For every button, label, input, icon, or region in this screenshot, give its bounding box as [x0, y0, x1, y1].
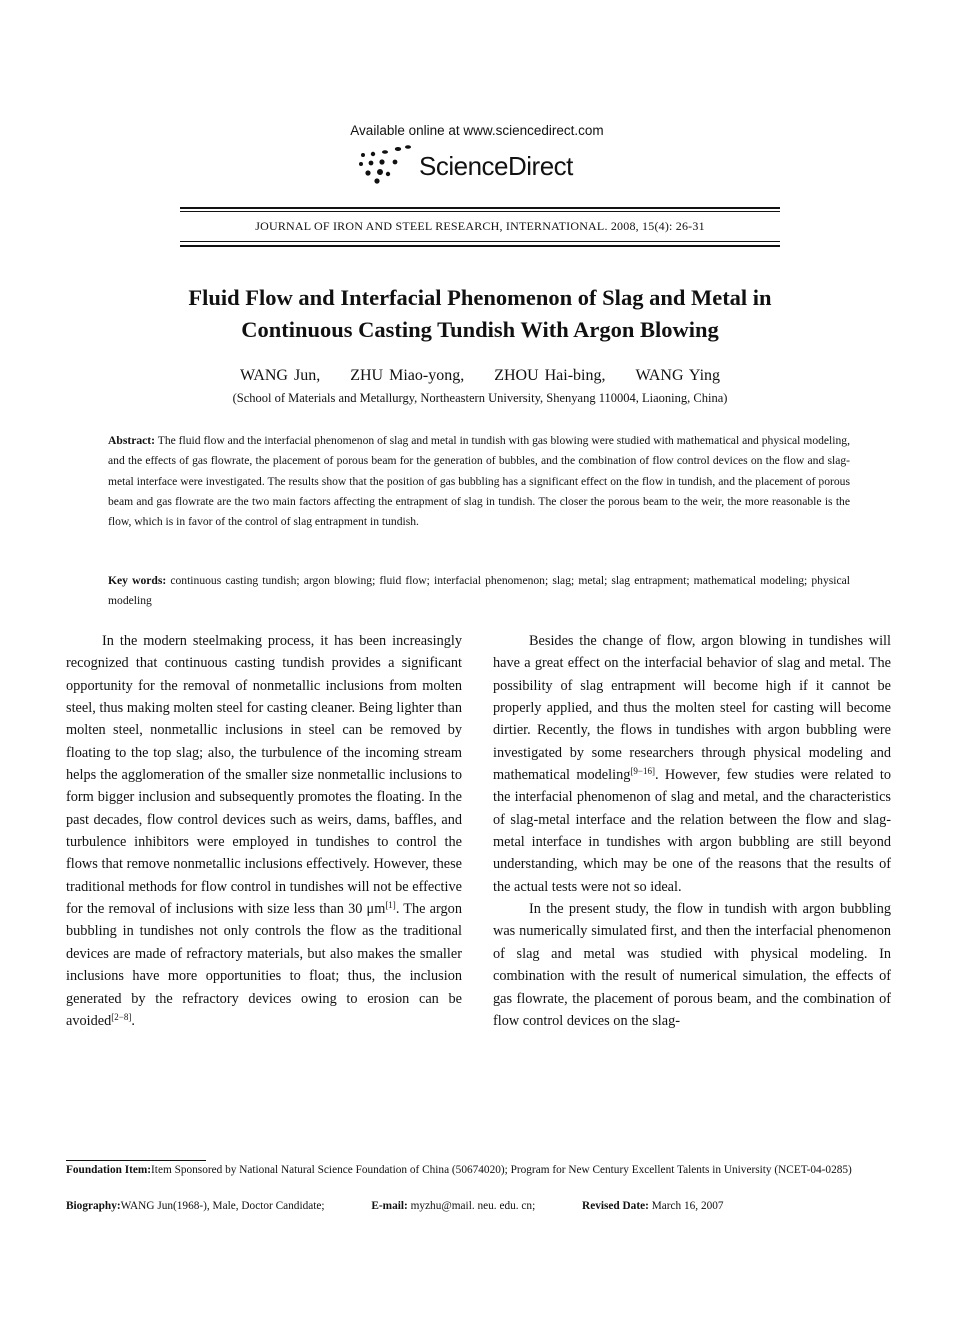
sciencedirect-dots-icon: [355, 143, 417, 187]
biography-text: WANG Jun(1968-), Male, Doctor Candidate;: [120, 1200, 325, 1212]
author: ZHOU Hai-bing,: [494, 367, 606, 384]
paragraph-text: . The argon bubbling in tundishes not only controls the flow as the traditional devices are made of refractory materials, but also makes the smaller inclusions have more opportunities to float; thus, the inclusion generated by the refractory devices owing to erosion can be avoided: [66, 901, 462, 1029]
citation-ref: [2−8]: [111, 1011, 132, 1022]
journal-rule-bottom-thin: [180, 241, 780, 242]
paragraph-text: . However, few studies were related to the interfacial phenomenon of slag and metal, and the characteristics of slag-metal interface and the relation between the flow and slag-metal interface in tundishes with argon bubbling are still beyond understanding, which may be one of the reasons that the results of the actual tests were not so ideal.: [493, 767, 891, 895]
keywords-text: continuous casting tundish; argon blowing; fluid flow; interfacial phenomenon; slag; metal; slag entrapment; mathematical modeling; physical modeling: [108, 574, 851, 607]
paragraph: [66, 630, 462, 1032]
available-online-line: Available online at www.sciencedirect.com: [350, 123, 604, 138]
abstract: [108, 431, 850, 532]
foundation-text: Item Sponsored by National Natural Science Foundation of China (50674020); Program for New Century Excellent Talents in University (NCET-04-0285): [151, 1164, 852, 1176]
paragraph-text: In the modern steelmaking process, it has been increasingly recognized that continuous casting tundish provides a significant opportunity for the removal of nonmetallic inclusions from molten steel, thus making molten steel for casting cleaner. Being lighter than molten steel, nonmetallic inclusions in steel can be removed by floating to the top slag; also, the turbulence of the incoming stream helps the agglomeration of the smaller size nonmetallic inclusions to form bigger inclusion and subsequently promotes the floating. In the past decades, flow control devices such as weirs, dams, baffles, and turbulence inhibitors were employed in tundishes to control the flows that remove nonmetallic inclusions effectively. However, these traditional methods for flow control in tundishes will not be effective for the removal of inclusions with size less than 30 μm: [66, 633, 462, 918]
body-column-left: [66, 630, 462, 1032]
sciencedirect-brand: ScienceDirect: [419, 151, 573, 181]
author: WANG Ying: [635, 367, 721, 384]
journal-rule-top: [180, 207, 780, 209]
email-text: myzhu@mail. neu. edu. cn;: [410, 1200, 536, 1212]
foundation-label: Foundation Item:: [66, 1164, 152, 1176]
author: WANG Jun,: [239, 367, 321, 384]
biography-footnote: [66, 1198, 896, 1214]
paragraph-text: Besides the change of flow, argon blowing in tundishes will have a great effect on the interfacial behavior of slag and metal. The possibility of slag entrapment will become high if it cannot be properly applied, and thus the molten steel for casting will become dirtier. Recently, the flows in tundishes with argon bubbling were investigated by some researchers through physical modeling and mathematical modeling: [493, 633, 891, 784]
citation-ref: [1]: [385, 900, 396, 911]
revised-date-text: March 16, 2007: [651, 1200, 724, 1212]
title-line-2: Continuous Casting Tundish With Argon Blowing: [241, 317, 719, 342]
keywords: [108, 571, 850, 610]
author-list: [0, 367, 960, 385]
keywords-label: Key words:: [108, 574, 167, 587]
title-line-1: Fluid Flow and Interfacial Phenomenon of Slag and Metal in: [188, 285, 772, 310]
abstract-label: Abstract:: [108, 434, 156, 447]
paragraph: In the present study, the flow in tundish with argon bubbling was numerically simulated first, and then the interfacial phenomenon of slag and metal was studied with physical modeling. In combination with the result of numerical simulation, the effects of gas flowrate, the placement of porous beam, and the combination of flow control devices on the slag-: [493, 901, 891, 1029]
body-column-right: [493, 630, 891, 1032]
author: ZHU Miao-yong,: [350, 367, 465, 384]
affiliation: (School of Materials and Metallurgy, Northeastern University, Shenyang 110004, Liaoning, China): [232, 391, 728, 405]
biography-label: Biography:: [66, 1200, 121, 1212]
article-title: [60, 282, 900, 346]
citation-ref: [9−16]: [630, 766, 655, 777]
foundation-footnote: [66, 1162, 896, 1178]
paragraph-text: .: [131, 1012, 135, 1029]
email-label: E-mail:: [371, 1200, 408, 1212]
paragraph: [493, 630, 891, 898]
journal-rule-top-thin: [180, 211, 780, 212]
journal-rule-bottom: [180, 245, 780, 247]
abstract-text: The fluid flow and the interfacial phenomenon of slag and metal in tundish with gas blowing were studied with mathematical and physical modeling, and the effects of gas flowrate, the placement of porous beam for the generation of bubbles, and the combination of flow control devices on the flow and slag-metal interface were investigated. The results show that the position of gas bubbling has a significant effect on the flow in tundish, and the placement of porous beam and gas flowrate are the two main factors affecting the entrapment of slag in tundish. The closer the porous beam to the weir, the more reasonable is the flow, which is in favor of the control of slag entrapment in tundish.: [108, 434, 850, 529]
sciencedirect-logo: [355, 143, 605, 187]
revised-date-label: Revised Date:: [582, 1200, 649, 1212]
journal-citation: JOURNAL OF IRON AND STEEL RESEARCH, INTERNATIONAL. 2008, 15(4): 26-31: [255, 219, 705, 233]
footnote-rule: [66, 1160, 206, 1161]
